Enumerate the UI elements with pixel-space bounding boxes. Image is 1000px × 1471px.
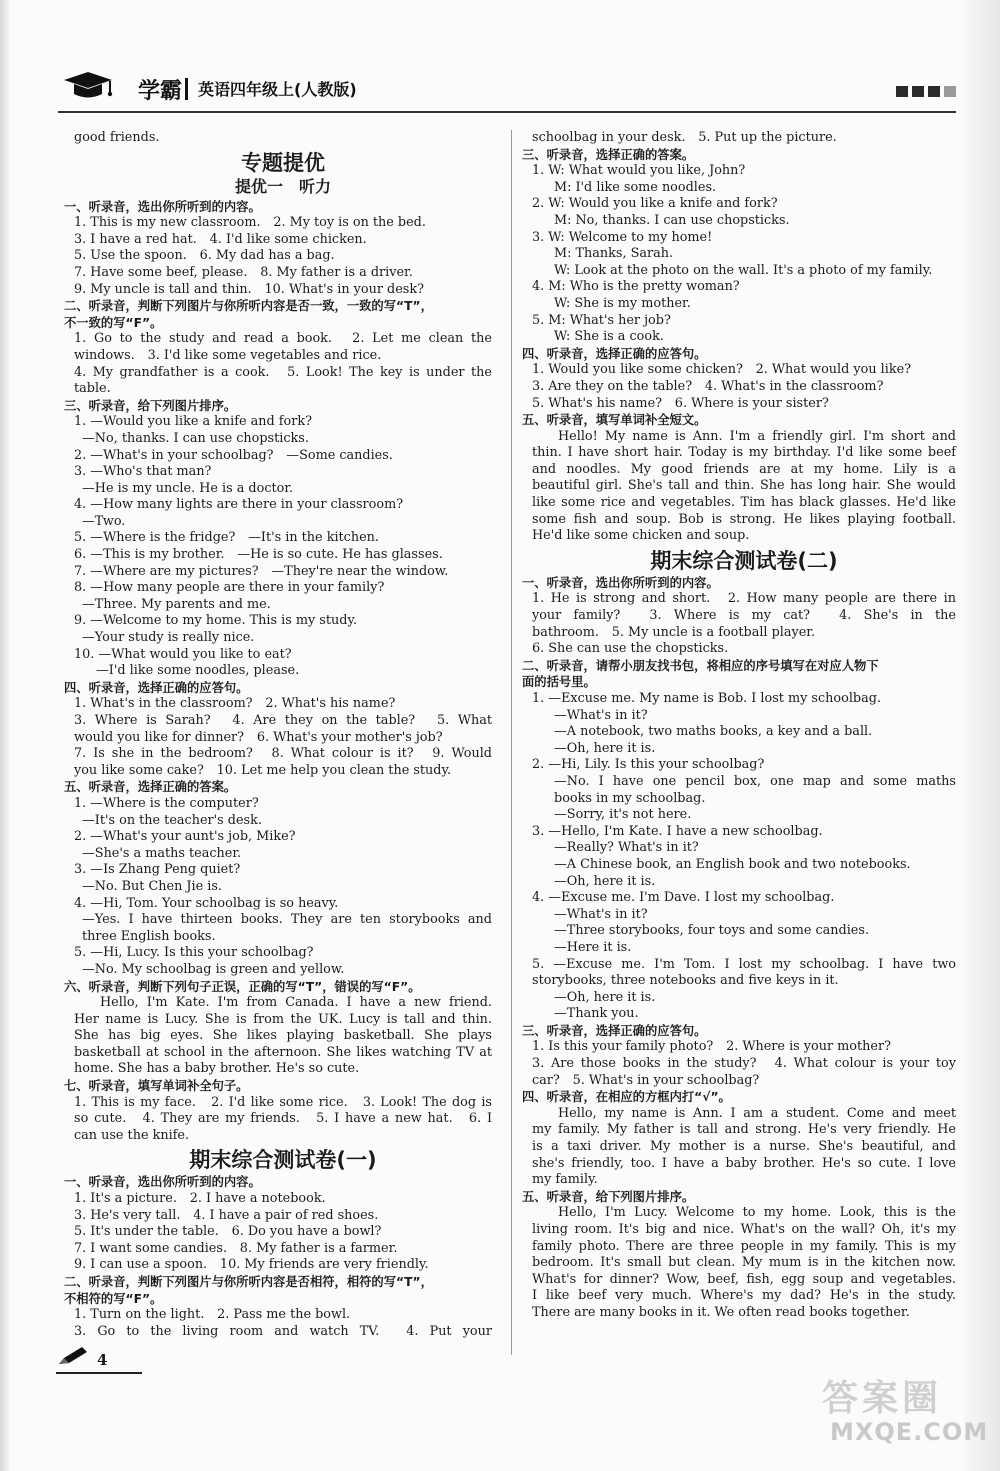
right-text-line: W: She is my mother.: [554, 295, 691, 311]
right-text-line: There are many books in it. We often read books together.: [532, 1304, 910, 1320]
right-column: [522, 130, 956, 1322]
right-text-line: What's for dinner? Wow, beef, fish, egg soup and vegetables.: [532, 1271, 956, 1287]
left-text-line: 1. This is my new classroom. 2. My toy is on the bed.: [74, 215, 426, 231]
square-mark: [896, 86, 908, 97]
right-text-line: W: Look at the photo on the wall. It's a photo of my family.: [554, 262, 933, 278]
left-heading: 不相符的写“F”。: [64, 1291, 163, 1306]
left-heading: 六、听录音，判断下列句子正误，正确的写“T”，错误的写“F”。: [64, 979, 421, 994]
left-text-line: table.: [74, 381, 111, 397]
scan-edge: [964, 0, 1000, 1471]
left-text-line: 6. —This is my brother. —He is so cute. He has glasses.: [74, 547, 443, 563]
right-text-line: 1. W: What would you like, John?: [532, 163, 746, 179]
right-text-line: your family? 3. Where is my cat? 4. She's in the: [532, 608, 956, 624]
right-text-line: 1. Is this your family photo? 2. Where is your mother?: [532, 1039, 891, 1055]
graduation-cap-icon: [58, 68, 138, 106]
left-text-line: 10. —What would you like to eat?: [74, 646, 292, 662]
right-text-line: 1. Would you like some chicken? 2. What would you like?: [532, 362, 912, 378]
column-divider: [511, 130, 512, 1355]
left-text-line: She has big eyes. She likes playing basketball. She plays: [74, 1028, 492, 1044]
left-text-line: 2. —What's in your schoolbag? —Some candies.: [74, 447, 393, 463]
header-rule: [58, 111, 956, 113]
left-text-line: 7. Is she in the bedroom? 8. What colour is it? 9. Would: [74, 746, 492, 762]
left-text-line: 7. —Where are my pictures? —They're near the window.: [74, 563, 449, 579]
left-heading: 五、听录音，选择正确的答案。: [64, 780, 237, 795]
left-text-line: 9. My uncle is tall and thin. 10. What's in your desk?: [74, 281, 424, 297]
right-text-line: —Three storybooks, four toys and some candies.: [554, 923, 870, 939]
right-text-line: 5. —Excuse me. I'm Tom. I lost my schoolbag. I have two: [532, 956, 956, 972]
left-text-line: would you like for dinner? 6. What's your mother's job?: [74, 729, 443, 745]
right-text-line: —Sorry, it's not here.: [554, 807, 692, 823]
page-number: 4: [97, 1351, 108, 1369]
square-mark: [944, 86, 956, 97]
pencil-icon: [56, 1345, 90, 1367]
right-text-line: —Oh, here it is.: [554, 989, 656, 1005]
left-heading: 七、听录音，填写单词补全句子。: [64, 1079, 249, 1094]
brand-logo-text: 学霸: [138, 79, 183, 104]
right-text-line: 3. —Hello, I'm Kate. I have a new schoolbag.: [532, 823, 823, 839]
left-text-line: 3. He's very tall. 4. I have a pair of red shoes.: [74, 1207, 379, 1223]
right-text-line: 1. He is strong and short. 2. How many people are there in: [532, 591, 956, 607]
left-text-line: —No. But Chen Jie is.: [82, 878, 222, 894]
right-text-line: is a taxi driver. My mother is a nurse. She's beautiful, and: [532, 1139, 956, 1155]
left-text-line: —Three. My parents and me.: [82, 596, 271, 612]
left-text-line: 1. It's a picture. 2. I have a notebook.: [74, 1191, 326, 1207]
right-text-line: 5. What's his name? 6. Where is your sister?: [532, 395, 829, 411]
right-text-line: books in my schoolbag.: [554, 790, 706, 806]
right-text-line: He'd like some chicken and soup.: [532, 528, 750, 544]
left-text-line: 1. —Where is the computer?: [74, 795, 259, 811]
left-text-line: —I'd like some noodles, please.: [96, 663, 300, 679]
left-text-line: Her name is Lucy. She is from the UK. Lucy is tall and thin.: [74, 1011, 492, 1027]
right-heading: 五、听录音，填写单词补全短文。: [522, 413, 707, 428]
square-mark: [928, 86, 940, 97]
left-heading: 一、听录音，选出你所听到的内容。: [64, 1175, 261, 1190]
right-text-line: she's friendly, too. I have a baby brother. He's so cute. I love: [532, 1155, 956, 1171]
footer-rule: [56, 1372, 142, 1374]
left-text-line: Hello, I'm Kate. I'm from Canada. I have a new friend.: [100, 995, 492, 1011]
left-text-line: 4. My grandfather is a cook. 5. Look! The key is under the: [74, 364, 492, 380]
right-text-line: beautiful girl. She's tall and thin. She has long hair. She would: [532, 478, 956, 494]
left-text-line: —No. My schoolbag is green and yellow.: [82, 961, 345, 977]
right-heading: 一、听录音，选出你所听到的内容。: [522, 575, 719, 590]
left-text-line: basketball at school in the afternoon. She likes watching TV at: [74, 1044, 492, 1060]
left-text-line: 3. Where is Sarah? 4. Are they on the table? 5. What: [74, 713, 492, 728]
right-text-line: 6. She can use the chopsticks.: [532, 641, 729, 657]
left-text-line: 1. This is my face. 2. I'd like some rice. 3. Look! The dog is: [74, 1094, 492, 1110]
left-text-line: three English books.: [82, 928, 216, 944]
left-text-line: —He is my uncle. He is a doctor.: [82, 480, 294, 496]
right-heading: 二、听录音，请帮小朋友找书包，将相应的序号填写在对应人物下: [522, 658, 879, 673]
watermark-site: MXQE.COM: [830, 1418, 989, 1446]
left-text-line: 1. What's in the classroom? 2. What's his name?: [74, 696, 396, 712]
right-text-line: bedroom. It's small but clean. My mum is in the kitchen now.: [532, 1255, 956, 1271]
left-text-line: 3. —Is Zhang Peng quiet?: [74, 862, 241, 878]
left-text-line: 5. Use the spoon. 6. My dad has a bag.: [74, 248, 335, 264]
left-text-line: 7. I want some candies. 8. My father is a farmer.: [74, 1240, 398, 1256]
left-text-line: 3. Go to the living room and watch TV. 4. Put your: [74, 1323, 492, 1339]
right-text-line: —Oh, here it is.: [554, 873, 656, 889]
right-text-line: my family.: [532, 1172, 598, 1188]
left-heading: 二、听录音，判断下列图片与你所听内容是否相符，相符的写“T”，: [64, 1275, 433, 1289]
left-text-line: home. She has a baby brother. He's so cute.: [74, 1061, 360, 1077]
left-text-line: —Two.: [82, 513, 126, 529]
right-text-line: W: She is a cook.: [554, 329, 664, 345]
left-heading: 一、听录音，选出你所听到的内容。: [64, 199, 261, 214]
right-text-line: car? 5. What's in your schoolbag?: [532, 1072, 760, 1088]
right-text-line: Hello, my name is Ann. I am a student. Come and meet: [558, 1105, 956, 1121]
left-heading: 不一致的写“F”。: [64, 315, 163, 330]
right-text-line: —Thank you.: [554, 1006, 639, 1022]
right-text-line: 3. Are those books in the study? 4. What colour is your toy: [532, 1056, 956, 1072]
right-text-line: 4. —Excuse me. I'm Dave. I lost my schoolbag.: [532, 890, 835, 906]
left-text-line: 1. —Would you like a knife and fork?: [74, 414, 312, 430]
book-title: 英语四年级上(人教版): [198, 80, 357, 99]
right-text-line: 3. W: Welcome to my home!: [532, 229, 713, 245]
right-text-line: 4. M: Who is the pretty woman?: [532, 279, 740, 295]
right-text-line: 5. M: What's her job?: [532, 312, 671, 328]
page-header: [58, 66, 958, 108]
left-text-line: 4. —How many lights are there in your classroom?: [74, 497, 404, 513]
left-heading: 提优一 听力: [234, 176, 331, 196]
right-text-line: 1. —Excuse me. My name is Bob. I lost my schoolbag.: [532, 691, 881, 706]
right-heading: 三、听录音，选择正确的应答句。: [522, 1023, 707, 1038]
left-text-line: good friends.: [74, 130, 160, 145]
right-text-line: 2. —Hi, Lily. Is this your schoolbag?: [532, 757, 765, 773]
binding-shadow: [0, 0, 9, 1471]
right-heading: 五、听录音，给下列图片排序。: [522, 1189, 695, 1204]
right-text-line: Hello! My name is Ann. I'm a friendly girl. I'm short and: [558, 428, 956, 444]
left-column: [64, 130, 492, 1340]
right-heading: 期末综合测试卷(二): [650, 548, 838, 573]
left-heading: 期末综合测试卷(一): [189, 1148, 377, 1173]
left-text-line: —No, thanks. I can use chopsticks.: [82, 430, 309, 446]
right-text-line: and noodles. My good friends are at my home. Lily is a: [532, 461, 956, 477]
right-text-line: —Oh, here it is.: [554, 740, 656, 756]
right-text-line: some fish and soup. Bob is strong. He likes playing football.: [532, 511, 956, 527]
right-text-line: —No. I have one pencil box, one map and some maths: [554, 773, 956, 789]
right-text-line: M: Thanks, Sarah.: [554, 246, 674, 262]
right-text-line: my family. My father is tall and strong. He's very friendly. He: [532, 1122, 956, 1138]
header-divider: [185, 78, 188, 100]
left-text-line: 8. —How many people are there in your family?: [74, 580, 385, 596]
right-text-line: —What's in it?: [554, 707, 648, 723]
square-mark: [912, 86, 924, 97]
right-heading: 四、听录音，在相应的方框内打“√”。: [522, 1090, 731, 1105]
left-text-line: 1. Go to the study and read a book. 2. Let me clean the: [74, 331, 492, 347]
left-heading: 专题提优: [241, 150, 325, 175]
left-text-line: 1. Turn on the light. 2. Pass me the bowl.: [74, 1307, 351, 1323]
right-text-line: —What's in it?: [554, 906, 648, 922]
left-text-line: 3. —Who's that man?: [74, 464, 212, 480]
left-text-line: 5. —Hi, Lucy. Is this your schoolbag?: [74, 945, 314, 961]
right-text-line: —Really? What's in it?: [554, 840, 699, 856]
right-text-line: —A Chinese book, an English book and two notebooks.: [554, 856, 911, 872]
left-heading: 二、听录音，判断下列图片与你所听内容是否一致，一致的写“T”，: [64, 299, 433, 314]
left-heading: 四、听录音，选择正确的应答句。: [64, 680, 249, 695]
left-text-line: windows. 3. I'd like some vegetables and rice.: [74, 347, 382, 363]
right-heading: 四、听录音，选择正确的应答句。: [522, 346, 707, 361]
right-text-line: schoolbag in your desk. 5. Put up the picture.: [532, 130, 837, 145]
right-heading: 面的括号里。: [522, 675, 596, 690]
left-text-line: 3. I have a red hat. 4. I'd like some chicken.: [74, 231, 367, 247]
header-squares: [896, 86, 956, 97]
right-text-line: thin. I have short hair. Today is my birthday. I'd like some beef: [532, 445, 956, 461]
left-heading: 三、听录音，给下列图片排序。: [64, 398, 237, 413]
right-text-line: like some rice and vegetables. Tim has black glasses. He'd like: [532, 495, 956, 511]
left-text-line: so cute. 4. They are my friends. 5. I have a new hat. 6. I: [74, 1111, 492, 1127]
left-text-line: you like some cake? 10. Let me help you clean the study.: [74, 762, 452, 778]
right-text-line: storybooks, three notebooks and five keys in it.: [532, 973, 839, 989]
right-heading: 三、听录音，选择正确的答案。: [522, 147, 695, 162]
left-text-line: 5. —Where is the fridge? —It's in the kitchen.: [74, 530, 379, 546]
right-text-line: family photo. There are three people in my family. This is my: [532, 1238, 956, 1254]
right-text-line: Hello, I'm Lucy. Welcome to my home. Look, this is the: [558, 1205, 956, 1221]
right-text-line: M: I'd like some noodles.: [554, 179, 717, 195]
left-text-line: can use the knife.: [74, 1127, 190, 1143]
watermark-badge: 答案圈: [822, 1378, 943, 1419]
left-text-line: 5. It's under the table. 6. Do you have a bowl?: [74, 1224, 382, 1240]
right-text-line: bathroom. 5. My uncle is a football player.: [532, 624, 816, 640]
right-text-line: M: No, thanks. I can use chopsticks.: [554, 212, 790, 228]
left-text-line: 7. Have some beef, please. 8. My father is a driver.: [74, 264, 413, 280]
left-text-line: —Yes. I have thirteen books. They are ten storybooks and: [82, 912, 492, 928]
left-text-line: 2. —What's your aunt's job, Mike?: [74, 829, 296, 845]
right-text-line: 2. W: Would you like a knife and fork?: [532, 196, 778, 212]
left-text-line: —She's a maths teacher.: [82, 845, 242, 861]
right-text-line: I like beef very much. Where's my dad? He's in the study.: [532, 1288, 956, 1304]
right-text-line: 3. Are they on the table? 4. What's in the classroom?: [532, 378, 884, 394]
right-text-line: living room. It's big and nice. What's on the wall? Oh, it's my: [532, 1222, 956, 1237]
right-text-line: —Here it is.: [554, 939, 632, 955]
left-text-line: 9. —Welcome to my home. This is my study.: [74, 613, 358, 629]
left-text-line: —Your study is really nice.: [82, 630, 255, 646]
left-text-line: 9. I can use a spoon. 10. My friends are very friendly.: [74, 1257, 429, 1273]
left-text-line: 4. —Hi, Tom. Your schoolbag is so heavy.: [74, 895, 339, 911]
right-text-line: —A notebook, two maths books, a key and a ball.: [554, 724, 873, 740]
left-text-line: —It's on the teacher's desk.: [82, 812, 262, 828]
